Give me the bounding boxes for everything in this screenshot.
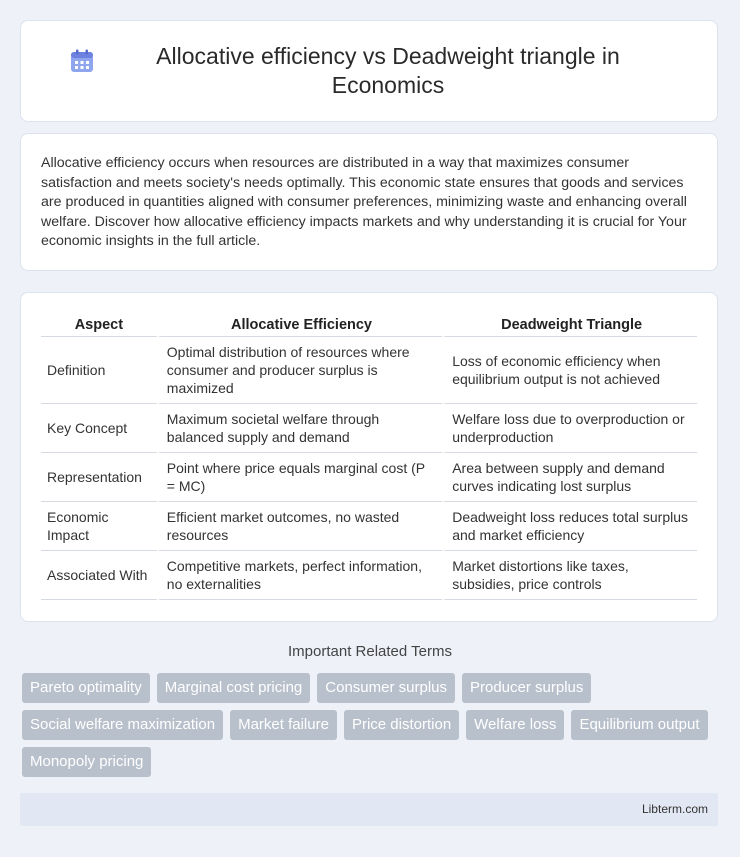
tag-marginal-cost-pricing[interactable]: Marginal cost pricing (157, 673, 311, 703)
table-row (41, 453, 697, 502)
page-title: Allocative efficiency vs Deadweight triangle in Economics (156, 43, 620, 98)
title-wrap (69, 42, 669, 100)
intro-text: Allocative efficiency occurs when resources are distributed in a way that maximizes consumer satisfaction and meets society's needs optimally. This economic state ensures that goods and services are produced in quantities aligned with consumer preferences, minimizing waste and enhancing overall welfare. Discover how allocative efficiency impacts markets and why understanding it is crucial for Your economic insights in the full article. (41, 155, 687, 250)
comparison-table (41, 315, 697, 600)
cell-allocative-efficiency: Point where price equals marginal cost (P = MC) (157, 453, 442, 502)
tag-monopoly-pricing[interactable]: Monopoly pricing (22, 747, 151, 777)
tag-producer-surplus[interactable]: Producer surplus (462, 673, 591, 703)
footer-brand-link[interactable]: Libterm.com (641, 802, 708, 816)
footer (20, 793, 718, 826)
intro-card (20, 133, 718, 271)
cell-aspect: Economic Impact (41, 502, 157, 551)
cell-deadweight-triangle: Welfare loss due to overproduction or underproduction (442, 404, 697, 453)
tag-social-welfare-maximization[interactable]: Social welfare maximization (22, 710, 223, 740)
header-allocative-efficiency: Allocative Efficiency (157, 315, 442, 337)
cell-allocative-efficiency: Competitive markets, perfect information, no externalities (157, 551, 442, 600)
cell-deadweight-triangle: Market distortions like taxes, subsidies, price controls (442, 551, 697, 600)
cell-aspect: Associated With (41, 551, 157, 600)
calendar-icon (69, 48, 95, 74)
header-deadweight-triangle: Deadweight Triangle (442, 315, 697, 337)
cell-allocative-efficiency: Optimal distribution of resources where consumer and producer surplus is maximized (157, 337, 442, 404)
cell-allocative-efficiency: Efficient market outcomes, no wasted resources (157, 502, 442, 551)
tag-pareto-optimality[interactable]: Pareto optimality (22, 673, 150, 703)
comparison-table-card (20, 292, 718, 622)
table-row (41, 551, 697, 600)
cell-allocative-efficiency: Maximum societal welfare through balanced supply and demand (157, 404, 442, 453)
related-terms-list (22, 673, 722, 784)
cell-aspect: Representation (41, 453, 157, 502)
cell-deadweight-triangle: Area between supply and demand curves indicating lost surplus (442, 453, 697, 502)
cell-aspect: Definition (41, 337, 157, 404)
table-row (41, 404, 697, 453)
cell-deadweight-triangle: Loss of economic efficiency when equilibrium output is not achieved (442, 337, 697, 404)
table-header-row (41, 315, 697, 337)
title-card (20, 20, 718, 122)
header-aspect: Aspect (41, 315, 157, 337)
cell-deadweight-triangle: Deadweight loss reduces total surplus and market efficiency (442, 502, 697, 551)
related-terms-heading: Important Related Terms (288, 643, 452, 660)
tag-equilibrium-output[interactable]: Equilibrium output (571, 710, 707, 740)
table-row (41, 337, 697, 404)
tag-price-distortion[interactable]: Price distortion (344, 710, 459, 740)
table-row (41, 502, 697, 551)
tag-welfare-loss[interactable]: Welfare loss (466, 710, 564, 740)
tag-consumer-surplus[interactable]: Consumer surplus (317, 673, 455, 703)
cell-aspect: Key Concept (41, 404, 157, 453)
tag-market-failure[interactable]: Market failure (230, 710, 337, 740)
